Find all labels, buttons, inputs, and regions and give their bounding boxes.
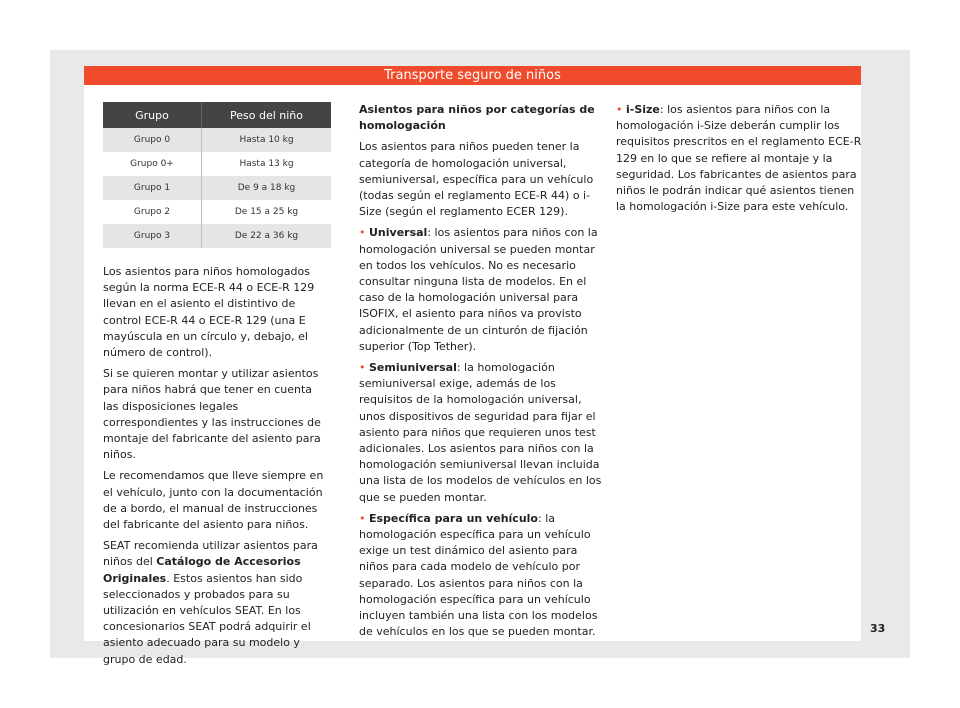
section-title: Asientos para niños por categorías de homologación <box>359 103 595 133</box>
table-cell-weight: De 22 a 36 kg <box>202 224 332 248</box>
table-row <box>103 128 331 152</box>
bullet-icon: • <box>359 361 366 375</box>
paragraph-categories-intro: Los asientos para niños pueden tener la categoría de homologación universal, semiuniversal, específica para un vehículo (todas según el reglamento ECE-R 44) o i-Size (según el reglamento ECER 129). <box>359 140 594 219</box>
table-cell-weight: De 9 a 18 kg <box>202 176 332 200</box>
text: SEAT recomienda utilizar asientos para niños del <box>103 539 318 569</box>
section-header: Transporte seguro de niños <box>84 66 861 85</box>
term: Universal <box>369 226 428 240</box>
table-header-row <box>103 102 331 128</box>
text: . Estos asientos han sido seleccionados y probados para su utilización en vehículos SEAT. En los concesionarios SEAT podrá adquirir el asiento adecuado para su modelo y grupo de edad. <box>103 571 311 666</box>
table-row <box>103 176 331 200</box>
table-cell-group: Grupo 1 <box>103 176 202 200</box>
column-header-peso: Peso del niño <box>202 102 332 128</box>
definition: : la homologación específica para un vehículo exige un test dinámico del asiento para niños para cada modelo de vehículo por separado. Los asientos para niños con la homologación específica para un vehículo incluyen también una lista con los modelos de vehículos en los que se pueden montar. <box>359 511 598 639</box>
table-cell-group: Grupo 2 <box>103 200 202 224</box>
table-cell-weight: Hasta 10 kg <box>202 128 332 152</box>
bullet-icon: • <box>616 103 623 116</box>
table-cell-weight: De 15 a 25 kg <box>234 207 299 217</box>
list-item-isize <box>616 102 862 215</box>
table-cell-group: Grupo 3 <box>103 224 202 248</box>
left-column <box>103 264 331 673</box>
table-cell-group: Grupo 0+ <box>103 152 202 176</box>
paragraph-seat-accessories <box>103 538 331 668</box>
bullet-icon: • <box>359 511 366 525</box>
paragraph-legal-provisions: Si se quieren montar y utilizar asientos para niños habrá que tener en cuenta las disposiciones legales correspondientes y las instrucciones de montaje del fabricante del asiento para niños. <box>103 367 321 462</box>
table-row <box>103 152 331 176</box>
definition: : la homologación semiuniversal exige, además de los requisitos de la homologación universal, unos dispositivos de seguridad para fijar el asiento para niños que requieren unos test adicionales. Los asientos para niños con la homologación semiuniversal llevan incluida una lista de los modelos de vehículos en los que se pueden montar. <box>359 361 602 504</box>
definition: : los asientos para niños con la homologación i-Size deberán cumplir los requisitos prescritos en el reglamento ECE-R 129 en lo que se refiere al montaje y la seguridad. Los fabricantes de asientos para niños le podrán indicar qué asientos tienen la homologación i-Size para este vehículo. <box>616 103 862 214</box>
right-column <box>616 102 862 220</box>
paragraph-manual-recommendation: Le recomendamos que lleve siempre en el vehículo, junto con la documentación de a bordo, el manual de instrucciones del fabricante del asiento para niños. <box>103 469 324 532</box>
table-row <box>103 224 331 248</box>
term: Semiuniversal <box>369 361 457 375</box>
bullet-icon: • <box>359 226 366 240</box>
list-item-universal <box>359 225 602 355</box>
table-row <box>103 200 331 224</box>
catalog-name: Catálogo de Accesorios Originales <box>103 555 301 585</box>
middle-column <box>359 102 602 646</box>
list-item-specific <box>359 511 602 641</box>
term: i-Size <box>626 103 660 116</box>
table-cell-weight: Hasta 13 kg <box>239 159 294 169</box>
list-item-semiuniversal <box>359 360 602 506</box>
definition: : los asientos para niños con la homologación universal se pueden montar en todos los vehículos. No es necesario consultar ninguna lista de modelos. En el caso de la homologación universal para ISOFIX, el asiento para niños va provisto adicionalmente de un cinturón de fijación superior (Top Tether). <box>359 226 598 353</box>
column-header-grupo: Grupo <box>103 102 202 128</box>
page-number: 33 <box>870 622 886 635</box>
term: Específica para un vehículo <box>369 511 538 525</box>
paragraph-homologation-mark: Los asientos para niños homologados según la norma ECE-R 44 o ECE-R 129 llevan en el asiento el distintivo de control ECE-R 44 o ECE-R 129 (una E mayúscula en un círculo y, debajo, el número de control). <box>103 265 315 360</box>
table-cell-group: Grupo 0 <box>103 128 202 152</box>
weight-group-table <box>103 102 331 248</box>
